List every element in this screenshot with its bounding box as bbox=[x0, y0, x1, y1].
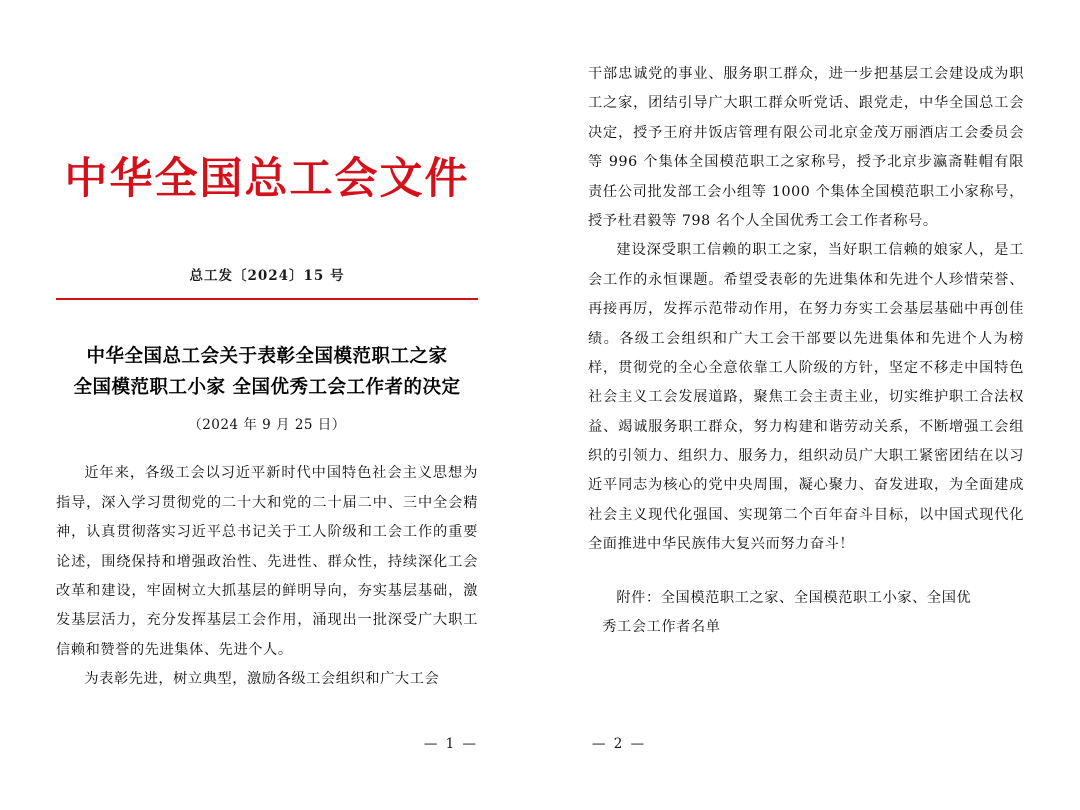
attachment-note bbox=[588, 584, 1024, 643]
masthead-title: 中华全国总工会文件 bbox=[64, 154, 470, 204]
document-title-line-1: 中华全国总工会关于表彰全国模范职工之家 bbox=[86, 346, 448, 368]
page-number-2: — 2 — bbox=[592, 736, 647, 752]
document-title-line-2: 全国模范职工小家 全国优秀工会工作者的决定 bbox=[73, 376, 461, 398]
attachment-line-1: 附件：全国模范职工之家、全国模范职工小家、全国优 bbox=[616, 589, 972, 606]
page-1-body bbox=[56, 459, 478, 694]
page-2-body bbox=[588, 60, 1024, 560]
paragraph: 建设深受职工信赖的职工之家，当好职工信赖的娘家人，是工会工作的永恒课题。希望受表彰的先进集体和先进个人珍惜荣誉、再接再厉，发挥示范带动作用，在努力夯实工会基层基础中再创佳绩。各级工会组织和广大工会干部要以先进集体和先进个人为榜样，贯彻党的全心全意依靠工人阶级的方针，坚定不移走中国特色社会主义工会发展道路，聚焦工会主责主业，切实维护职工合法权益、竭诚服务职工群众，努力构建和谐劳动关系，不断增强工会组织的引领力、组织力、服务力，组织动员广大职工紧密团结在以习近平同志为核心的党中央周围，凝心聚力、奋发进取，为全面建成社会主义现代化强国、实现第二个百年奋斗目标，以中国式现代化全面推进中华民族伟大复兴而努力奋斗！ bbox=[588, 242, 1024, 553]
paragraph: 干部忠诚党的事业、服务职工群众，进一步把基层工会建设成为职工之家，团结引导广大职工群众听党话、跟党走，中华全国总工会决定，授予王府井饭店管理有限公司北京金茂万丽酒店工会委员会等 996 个集体全国模范职工之家称号，授予北京步瀛斋鞋帽有限责任公司批发部工会小组等 1000 个集体全国模范职工小家称号，授予杜君毅等 798 名个人全国优秀工会工作者称号。 bbox=[588, 66, 1024, 229]
document-number: 总工发〔2024〕15 号 bbox=[189, 268, 345, 285]
document-page-2 bbox=[540, 0, 1080, 810]
paragraph: 为表彰先进，树立典型，激励各级工会组织和广大工会 bbox=[84, 671, 440, 688]
document-title-block bbox=[56, 342, 478, 433]
red-divider-rule bbox=[56, 298, 478, 300]
page-number-1: — 1 — bbox=[423, 736, 478, 752]
paragraph: 近年来，各级工会以习近平新时代中国特色社会主义思想为指导，深入学习贯彻党的二十大和党的二十届二中、三中全会精神，认真贯彻落实习近平总书记关于工人阶级和工会工作的重要论述，围绕保持和增强政治性、先进性、群众性，持续深化工会改革和建设，牢固树立大抓基层的鲜明导向，夯实基层基础，激发基层活力，充分发挥基层工会作用，涌现出一批深受广大职工信赖和赞誉的先进集体、先进个人。 bbox=[56, 465, 478, 658]
document-title-date: （2024 年 9 月 25 日） bbox=[188, 417, 346, 434]
attachment-line-2: 秀工会工作者名单 bbox=[602, 619, 721, 636]
